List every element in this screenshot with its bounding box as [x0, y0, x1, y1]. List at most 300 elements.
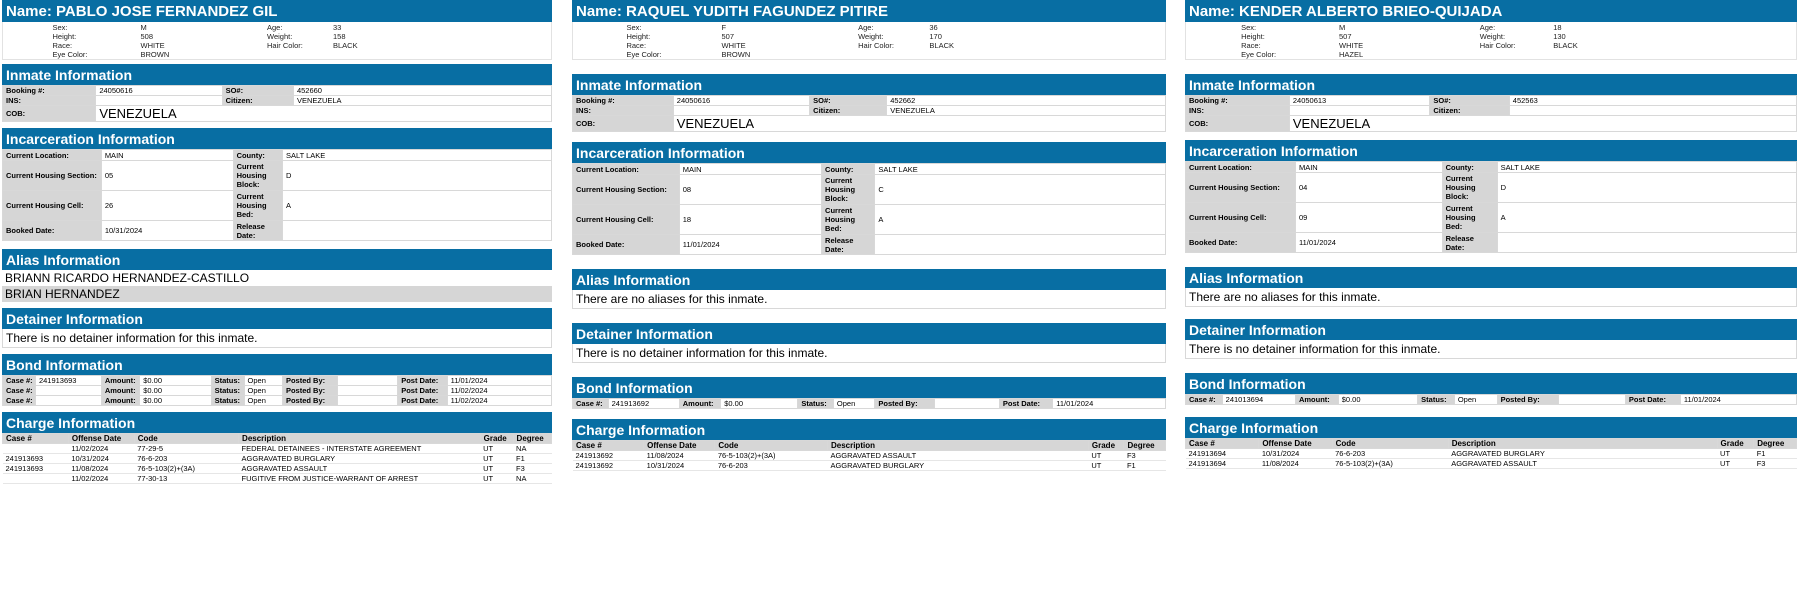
height-label: Height: [626, 32, 651, 41]
cob-value: VENEZUELA [96, 106, 552, 122]
field-label: County: [822, 164, 875, 175]
column-header: Case # [3, 434, 69, 444]
column-header: Code [1332, 439, 1448, 449]
column-header: Case # [1186, 439, 1259, 449]
charge-code: 76-5-103(2)+(3A) [134, 464, 238, 474]
field-label: Release Date: [1442, 233, 1497, 253]
field-label: Release Date: [822, 235, 875, 255]
info-row [573, 116, 1166, 132]
sex-value: M [140, 23, 147, 32]
charge-row [3, 444, 552, 454]
ins-value [96, 96, 222, 106]
charge-header-row [1186, 439, 1797, 449]
field-label: Posted By: [282, 396, 337, 406]
bond-case [35, 386, 101, 396]
column-header: Code [134, 434, 238, 444]
charge-desc: AGGRAVATED ASSAULT [827, 451, 1088, 461]
height-label: Height: [1241, 32, 1265, 41]
bond-case: 241913692 [608, 399, 679, 409]
section-header: Detainer Information [1185, 319, 1797, 340]
bed-value: A [282, 191, 551, 221]
spacer [572, 363, 1166, 377]
charge-date: 11/08/2024 [1259, 459, 1332, 469]
field-label: Post Date: [1625, 395, 1680, 405]
inmate-name: PABLO JOSE FERNANDEZ GIL [56, 2, 278, 20]
age-label: Age: [858, 23, 874, 32]
section-header: Incarceration Information [2, 128, 552, 149]
bond-post-date: 11/02/2024 [447, 396, 551, 406]
spacer [572, 309, 1166, 323]
bond-post-date: 11/01/2024 [1053, 399, 1166, 409]
charge-degree: F3 [1124, 451, 1166, 461]
bond-amount: $0.00 [140, 386, 211, 396]
cell-value: 18 [679, 205, 821, 235]
age-value: 33 [333, 23, 342, 32]
race-label: Race: [1241, 41, 1261, 50]
height-value: 507 [721, 32, 735, 41]
inmate-info-table [1185, 95, 1797, 132]
info-row [1186, 116, 1797, 132]
spacer [572, 132, 1166, 142]
bond-posted-by [1558, 395, 1625, 405]
race-value: WHITE [1339, 41, 1364, 50]
eye-label: Eye Color: [626, 50, 662, 59]
info-row [1186, 173, 1797, 203]
charge-desc: AGGRAVATED BURGLARY [239, 454, 481, 464]
hair-value: BLACK [1553, 41, 1578, 50]
bond-amount: $0.00 [140, 376, 211, 386]
charge-date: 10/31/2024 [1259, 449, 1332, 459]
spacer [2, 241, 552, 249]
hair-label: Hair Color: [858, 41, 894, 50]
charge-case: 241913693 [3, 464, 69, 474]
charge-code: 76-5-103(2)+(3A) [1332, 459, 1448, 469]
info-row [3, 150, 552, 161]
column-header: Offense Date [1259, 439, 1332, 449]
charge-row [1186, 459, 1797, 469]
column-header: Grade [1717, 439, 1754, 449]
field-label: Post Date: [999, 399, 1052, 409]
location-value: MAIN [101, 150, 233, 161]
charge-case [3, 474, 69, 484]
column-header: Description [239, 434, 481, 444]
field-label: INS: [1186, 106, 1290, 116]
field-label: SO#: [810, 96, 887, 106]
height-value: 507 [1339, 32, 1352, 41]
section-header: Alias Information [1185, 267, 1797, 288]
charge-row [3, 454, 552, 464]
field-label: Current Housing Block: [1442, 173, 1497, 203]
charge-desc: FEDERAL DETAINEES - INTERSTATE AGREEMENT [239, 444, 481, 454]
eye-value: BROWN [721, 50, 751, 59]
detainer-message: There is no detainer information for this inmate. [572, 344, 1166, 363]
field-label: Posted By: [1497, 395, 1558, 405]
section-header: Charge Information [2, 412, 552, 433]
age-value: 36 [929, 23, 938, 32]
section-header: Bond Information [2, 354, 552, 375]
booking-number: 24050616 [673, 96, 809, 106]
field-label: Status: [1418, 395, 1455, 405]
field-label: Booked Date: [1186, 233, 1296, 253]
field-label: Status: [211, 396, 244, 406]
charge-grade: UT [1717, 459, 1754, 469]
field-label: Current Housing Cell: [1186, 203, 1296, 233]
charge-code: 76-6-203 [1332, 449, 1448, 459]
race-value: WHITE [140, 41, 165, 50]
inmate-panel [2, 0, 552, 484]
bond-case: 241013694 [1222, 395, 1295, 405]
charge-code: 76-6-203 [715, 461, 828, 471]
section-header: Charge Information [572, 419, 1166, 440]
info-row [573, 235, 1166, 255]
height-label: Height: [52, 32, 77, 41]
bond-row [3, 396, 552, 406]
bond-table [2, 375, 552, 406]
charge-degree: F3 [513, 464, 551, 474]
charge-code: 76-6-203 [134, 454, 238, 464]
bond-posted-by [934, 399, 999, 409]
info-row [1186, 162, 1797, 173]
sex-label: Sex: [52, 23, 68, 32]
section-header: Detainer Information [572, 323, 1166, 344]
charge-date: 11/08/2024 [644, 451, 715, 461]
field-label: COB: [3, 106, 96, 122]
charge-desc: FUGITIVE FROM JUSTICE-WARRANT OF ARREST [239, 474, 481, 484]
field-label: Booking #: [3, 86, 96, 96]
info-row [573, 205, 1166, 235]
charge-row [573, 451, 1166, 461]
cob-value: VENEZUELA [673, 116, 1165, 132]
age-label: Age: [1479, 23, 1496, 32]
demographics [572, 22, 1166, 60]
spacer [572, 60, 1166, 74]
charge-row [1186, 449, 1797, 459]
booking-number: 24050616 [96, 86, 222, 96]
race-label: Race: [626, 41, 647, 50]
weight-label: Weight: [858, 32, 884, 41]
release-value [1497, 233, 1796, 253]
charge-grade: UT [480, 464, 513, 474]
bond-post-date: 11/01/2024 [1680, 395, 1796, 405]
charge-date: 10/31/2024 [68, 454, 134, 464]
bond-posted-by [337, 386, 397, 396]
alias-message: There are no aliases for this inmate. [1185, 288, 1797, 307]
booked-value: 11/01/2024 [679, 235, 821, 255]
charge-table [572, 440, 1166, 471]
eye-label: Eye Color: [52, 50, 88, 59]
bond-row [3, 386, 552, 396]
column-header: Description [1448, 439, 1717, 449]
cell-value: 09 [1295, 203, 1442, 233]
bond-amount: $0.00 [1338, 395, 1417, 405]
field-label: Case #: [3, 396, 36, 406]
detainer-message: There is no detainer information for this inmate. [2, 329, 552, 348]
spacer [1185, 253, 1797, 267]
field-label: COB: [1186, 116, 1290, 132]
weight-value: 130 [1553, 32, 1566, 41]
field-label: Citizen: [810, 106, 887, 116]
field-label: Case #: [573, 399, 609, 409]
field-label: Amount: [101, 376, 139, 386]
field-label: Current Housing Cell: [573, 205, 680, 235]
info-row [1186, 203, 1797, 233]
column-header: Grade [480, 434, 513, 444]
sex-label: Sex: [626, 23, 642, 32]
charge-row [3, 474, 552, 484]
column-header: Offense Date [644, 441, 715, 451]
sex-label: Sex: [1241, 23, 1257, 32]
hair-label: Hair Color: [267, 41, 303, 50]
info-row [1186, 96, 1797, 106]
field-label: SO#: [222, 86, 293, 96]
field-label: Citizen: [1430, 106, 1509, 116]
charge-grade: UT [1088, 451, 1124, 461]
field-label: Posted By: [282, 386, 337, 396]
alias-item: BRIAN HERNANDEZ [2, 286, 552, 302]
booked-value: 11/01/2024 [1295, 233, 1442, 253]
info-row [573, 96, 1166, 106]
alias-message: There are no aliases for this inmate. [572, 290, 1166, 309]
bond-case [35, 396, 101, 406]
field-label: Current Location: [3, 150, 102, 161]
info-row [3, 161, 552, 191]
charge-table [1185, 438, 1797, 469]
weight-value: 170 [929, 32, 942, 41]
charge-case: 241913692 [573, 461, 644, 471]
column-header: Grade [1088, 441, 1124, 451]
bond-status: Open [1454, 395, 1497, 405]
section-header: Bond Information [1185, 373, 1797, 394]
bond-table [1185, 394, 1797, 405]
inmate-name: RAQUEL YUDITH FAGUNDEZ PITIRE [626, 2, 888, 20]
charge-desc: AGGRAVATED BURGLARY [1448, 449, 1717, 459]
column-header: Degree [513, 434, 551, 444]
field-label: Posted By: [282, 376, 337, 386]
field-label: Current Location: [1186, 162, 1296, 173]
bond-amount: $0.00 [140, 396, 211, 406]
bond-status: Open [244, 386, 282, 396]
charge-date: 11/02/2024 [68, 474, 134, 484]
field-label: Posted By: [875, 399, 934, 409]
field-label: Current Housing Bed: [1442, 203, 1497, 233]
location-value: MAIN [1295, 162, 1442, 173]
cell-value: 26 [101, 191, 233, 221]
release-value [282, 221, 551, 241]
block-value: D [282, 161, 551, 191]
spacer [572, 255, 1166, 269]
field-label: Post Date: [398, 376, 447, 386]
alias-item: BRIANN RICARDO HERNANDEZ-CASTILLO [5, 271, 250, 285]
inmate-panel [572, 0, 1166, 471]
hair-value: BLACK [929, 41, 954, 50]
so-number: 452563 [1509, 96, 1796, 106]
field-label: Current Housing Section: [1186, 173, 1296, 203]
charge-degree: F1 [1124, 461, 1166, 471]
field-label: Citizen: [222, 96, 293, 106]
section-header: Incarceration Information [1185, 140, 1797, 161]
bond-row [3, 376, 552, 386]
charge-table [2, 433, 552, 484]
name-label: Name: [6, 2, 52, 20]
booking-number: 24050613 [1289, 96, 1430, 106]
bond-row [573, 399, 1166, 409]
bond-post-date: 11/01/2024 [447, 376, 551, 386]
section-header: Detainer Information [2, 308, 552, 329]
height-value: 508 [140, 32, 154, 41]
field-label: Release Date: [233, 221, 282, 241]
info-row [573, 106, 1166, 116]
bond-table [572, 398, 1166, 409]
bed-value: A [1497, 203, 1796, 233]
column-header: Degree [1754, 439, 1797, 449]
age-label: Age: [267, 23, 283, 32]
bond-case: 241913693 [35, 376, 101, 386]
charge-case: 241913693 [3, 454, 69, 464]
field-label: Current Housing Block: [233, 161, 282, 191]
section-header: Inmate Information [1185, 74, 1797, 95]
column-header: Description [827, 441, 1088, 451]
field-label: Post Date: [398, 386, 447, 396]
spacer [1185, 307, 1797, 319]
sex-value: M [1339, 23, 1346, 32]
field-label: Booked Date: [573, 235, 680, 255]
charge-degree: NA [513, 474, 551, 484]
bond-amount: $0.00 [721, 399, 798, 409]
charge-code: 76-5-103(2)+(3A) [715, 451, 828, 461]
bed-value: A [875, 205, 1166, 235]
cob-value: VENEZUELA [1289, 116, 1796, 132]
field-label: Status: [798, 399, 834, 409]
name-header [1185, 0, 1797, 22]
inmate-info-table [2, 85, 552, 122]
field-label: Booked Date: [3, 221, 102, 241]
inmate-name: KENDER ALBERTO BRIEO-QUIJADA [1239, 2, 1503, 20]
field-label: Case #: [1186, 395, 1223, 405]
section-header: Incarceration Information [572, 142, 1166, 163]
county-value: SALT LAKE [1497, 162, 1796, 173]
demographics [1185, 22, 1797, 60]
info-row [3, 106, 552, 122]
incarceration-table [2, 149, 552, 241]
booked-value: 10/31/2024 [101, 221, 233, 241]
charge-grade: UT [1088, 461, 1124, 471]
section-value: 08 [679, 175, 821, 205]
charge-case: 241913694 [1186, 449, 1259, 459]
section-header: Inmate Information [572, 74, 1166, 95]
info-row [3, 221, 552, 241]
field-label: Current Housing Block: [822, 175, 875, 205]
field-label: SO#: [1430, 96, 1509, 106]
bond-status: Open [244, 396, 282, 406]
field-label: Current Housing Bed: [822, 205, 875, 235]
spacer [1185, 60, 1797, 74]
citizen-value: VENEZUELA [293, 96, 551, 106]
charge-date: 10/31/2024 [644, 461, 715, 471]
charge-date: 11/08/2024 [68, 464, 134, 474]
field-label: Current Housing Section: [3, 161, 102, 191]
ins-value [673, 106, 809, 116]
section-header: Alias Information [2, 249, 552, 270]
citizen-value: VENEZUELA [887, 106, 1166, 116]
charge-case [3, 444, 69, 454]
demographics [2, 22, 552, 60]
field-label: Booking #: [1186, 96, 1290, 106]
charge-degree: F3 [1754, 459, 1797, 469]
block-value: D [1497, 173, 1796, 203]
bond-row [1186, 395, 1797, 405]
sex-value: F [721, 23, 727, 32]
field-label: Current Housing Bed: [233, 191, 282, 221]
citizen-value [1509, 106, 1796, 116]
race-value: WHITE [721, 41, 746, 50]
field-label: INS: [3, 96, 96, 106]
charge-grade: UT [480, 474, 513, 484]
field-label: COB: [573, 116, 674, 132]
charge-degree: F1 [1754, 449, 1797, 459]
charge-grade: UT [480, 444, 513, 454]
charge-desc: AGGRAVATED ASSAULT [239, 464, 481, 474]
charge-code: 77-30-13 [134, 474, 238, 484]
county-value: SALT LAKE [875, 164, 1166, 175]
name-header [2, 0, 552, 22]
charge-desc: AGGRAVATED ASSAULT [1448, 459, 1717, 469]
eye-value: BROWN [140, 50, 170, 59]
charge-case: 241913692 [573, 451, 644, 461]
bond-posted-by [337, 376, 397, 386]
charge-header-row [573, 441, 1166, 451]
county-value: SALT LAKE [282, 150, 551, 161]
name-header [572, 0, 1166, 22]
eye-label: Eye Color: [1241, 50, 1277, 59]
location-value: MAIN [679, 164, 821, 175]
info-row [1186, 106, 1797, 116]
spacer [1185, 405, 1797, 417]
spacer [572, 409, 1166, 419]
race-label: Race: [52, 41, 73, 50]
detainer-message: There is no detainer information for this inmate. [1185, 340, 1797, 359]
info-row [3, 96, 552, 106]
incarceration-table [1185, 161, 1797, 253]
charge-header-row [3, 434, 552, 444]
info-row [573, 175, 1166, 205]
inmate-panel [1185, 0, 1797, 469]
section-header: Inmate Information [2, 64, 552, 85]
charge-grade: UT [480, 454, 513, 464]
spacer [1185, 359, 1797, 373]
field-label: Amount: [1295, 395, 1338, 405]
field-label: County: [233, 150, 282, 161]
section-value: 05 [101, 161, 233, 191]
field-label: Status: [211, 386, 244, 396]
column-header: Code [715, 441, 828, 451]
field-label: Amount: [101, 386, 139, 396]
charge-date: 11/02/2024 [68, 444, 134, 454]
field-label: Case #: [3, 386, 36, 396]
so-number: 452660 [293, 86, 551, 96]
info-row [573, 164, 1166, 175]
field-label: Post Date: [398, 396, 447, 406]
hair-value: BLACK [333, 41, 358, 50]
section-value: 04 [1295, 173, 1442, 203]
release-value [875, 235, 1166, 255]
field-label: Amount: [101, 396, 139, 406]
field-label: Current Housing Section: [573, 175, 680, 205]
column-header: Offense Date [68, 434, 134, 444]
so-number: 452662 [887, 96, 1166, 106]
field-label: INS: [573, 106, 674, 116]
field-label: Current Location: [573, 164, 680, 175]
bond-status: Open [833, 399, 875, 409]
